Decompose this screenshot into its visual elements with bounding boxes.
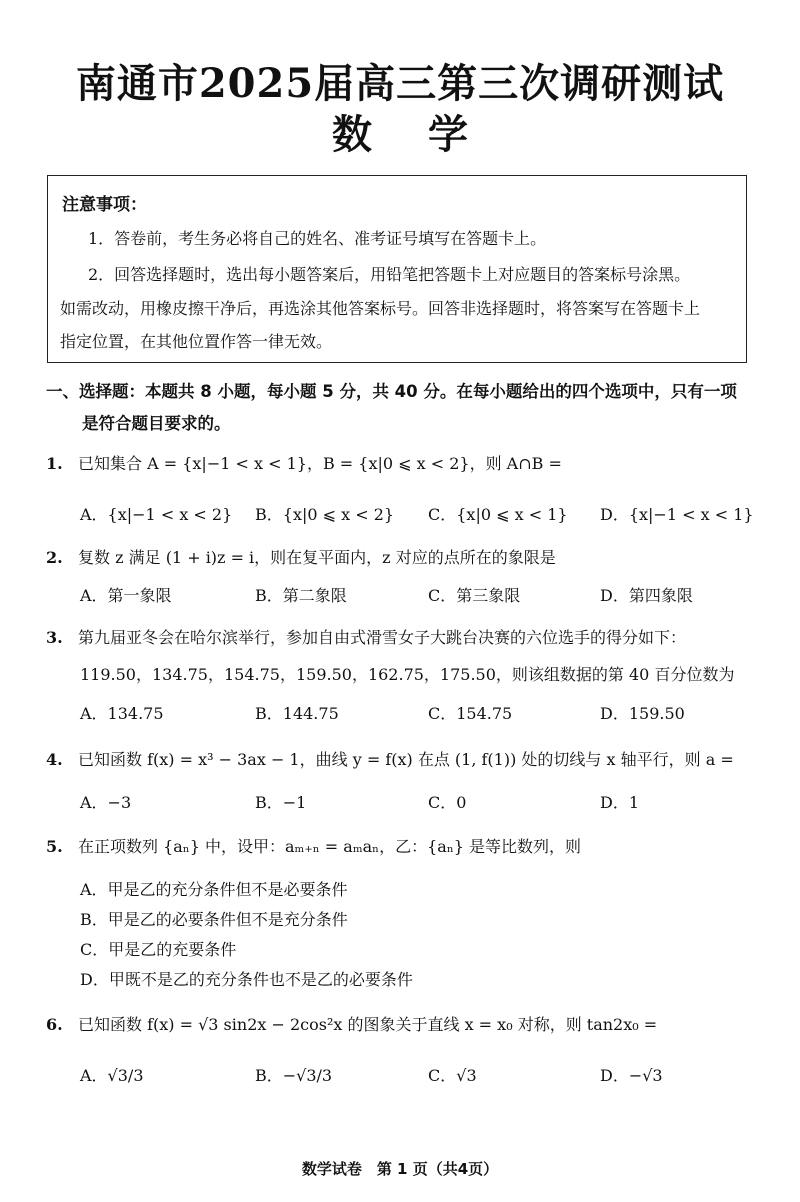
question-3 [46,625,686,648]
question-number: 1. [46,454,63,473]
notice-line: 指定位置，在其他位置作答一律无效。 [60,332,333,351]
option-b: B．第二象限 [255,586,347,605]
question-stem: 已知函数 f(x) = x³ − 3ax − 1，曲线 y = f(x) 在点 (1, f(1)) 处的切线与 x 轴平行，则 a = [78,750,734,769]
question-2 [46,545,556,568]
notice-line: 1．答卷前，考生务必将自己的姓名、准考证号填写在答题卡上。 [88,229,547,248]
option-b: B．144.75 [255,704,339,723]
page-footer: 数学试卷 第 1 页（共4页） [301,1160,499,1178]
question-stem: 已知集合 A = {x|−1 < x < 1}，B = {x|0 ⩽ x < 2}，则 A∩B = [78,454,562,473]
question-stem: 第九届亚冬会在哈尔滨举行，参加自由式滑雪女子大跳台决赛的六位选手的得分如下： [78,628,687,647]
notice-box [47,175,747,363]
question-stem: 已知函数 f(x) = √3 sin2x − 2cos²x 的图象关于直线 x = x₀ 对称，则 tan2x₀ = [78,1015,658,1034]
option-c: C．第三象限 [428,586,521,605]
question-number: 2. [46,548,63,567]
subject-title: 数学 [332,111,524,158]
section-heading: 一、选择题：本题共 8 小题，每小题 5 分，共 40 分。在每小题给出的四个选项中，只有一项 [46,382,737,401]
question-stem-cont: 119.50，134.75，154.75，159.50，162.75，175.50，则该组数据的第 40 百分位数为 [80,665,735,684]
option-b: B．−√3/3 [255,1066,333,1085]
section-heading-cont: 是符合题目要求的。 [82,414,231,433]
option-b: B．甲是乙的必要条件但不是充分条件 [80,910,348,929]
question-number: 5. [46,837,63,856]
question-4 [46,747,734,770]
option-c: C．154.75 [428,704,513,723]
notice-line: 2．回答选择题时，选出每小题答案后，用铅笔把答题卡上对应题目的答案标号涂黑。 [88,265,691,284]
question-1 [46,451,562,474]
option-b: B．{x|0 ⩽ x < 2} [255,505,395,524]
notice-line: 如需改动，用橡皮擦干净后，再选涂其他答案标号。回答非选择题时，将答案写在答题卡上 [60,299,701,318]
option-c: C．{x|0 ⩽ x < 1} [428,505,568,524]
page-title: 南通市2025届高三第三次调研测试 [75,60,725,107]
question-number: 6. [46,1015,63,1034]
option-c: C．0 [428,793,467,812]
option-d: D．甲既不是乙的充分条件也不是乙的必要条件 [80,970,413,989]
option-a: A．√3/3 [80,1066,144,1085]
option-d: D．−√3 [600,1066,663,1085]
option-b: B．−1 [255,793,307,812]
option-d: D．{x|−1 < x < 1} [600,505,754,524]
option-a: A．甲是乙的充分条件但不是必要条件 [80,880,348,899]
option-c: C．甲是乙的充要条件 [80,940,237,959]
question-5 [46,834,581,857]
option-d: D．第四象限 [600,586,693,605]
question-number: 3. [46,628,63,647]
notice-title: 注意事项： [62,195,147,215]
question-6 [46,1012,657,1035]
option-c: C．√3 [428,1066,477,1085]
question-stem: 在正项数列 {aₙ} 中，设甲：aₘ₊ₙ = aₘaₙ，乙：{aₙ} 是等比数列，则 [78,837,582,856]
option-a: A．134.75 [80,704,164,723]
option-d: D．1 [600,793,640,812]
question-number: 4. [46,750,63,769]
option-a: A．−3 [80,793,132,812]
option-a: A．第一象限 [80,586,172,605]
option-a: A．{x|−1 < x < 2} [80,505,233,524]
question-stem: 复数 z 满足 (1 + i)z = i，则在复平面内，z 对应的点所在的象限是 [78,548,556,567]
option-d: D．159.50 [600,704,685,723]
